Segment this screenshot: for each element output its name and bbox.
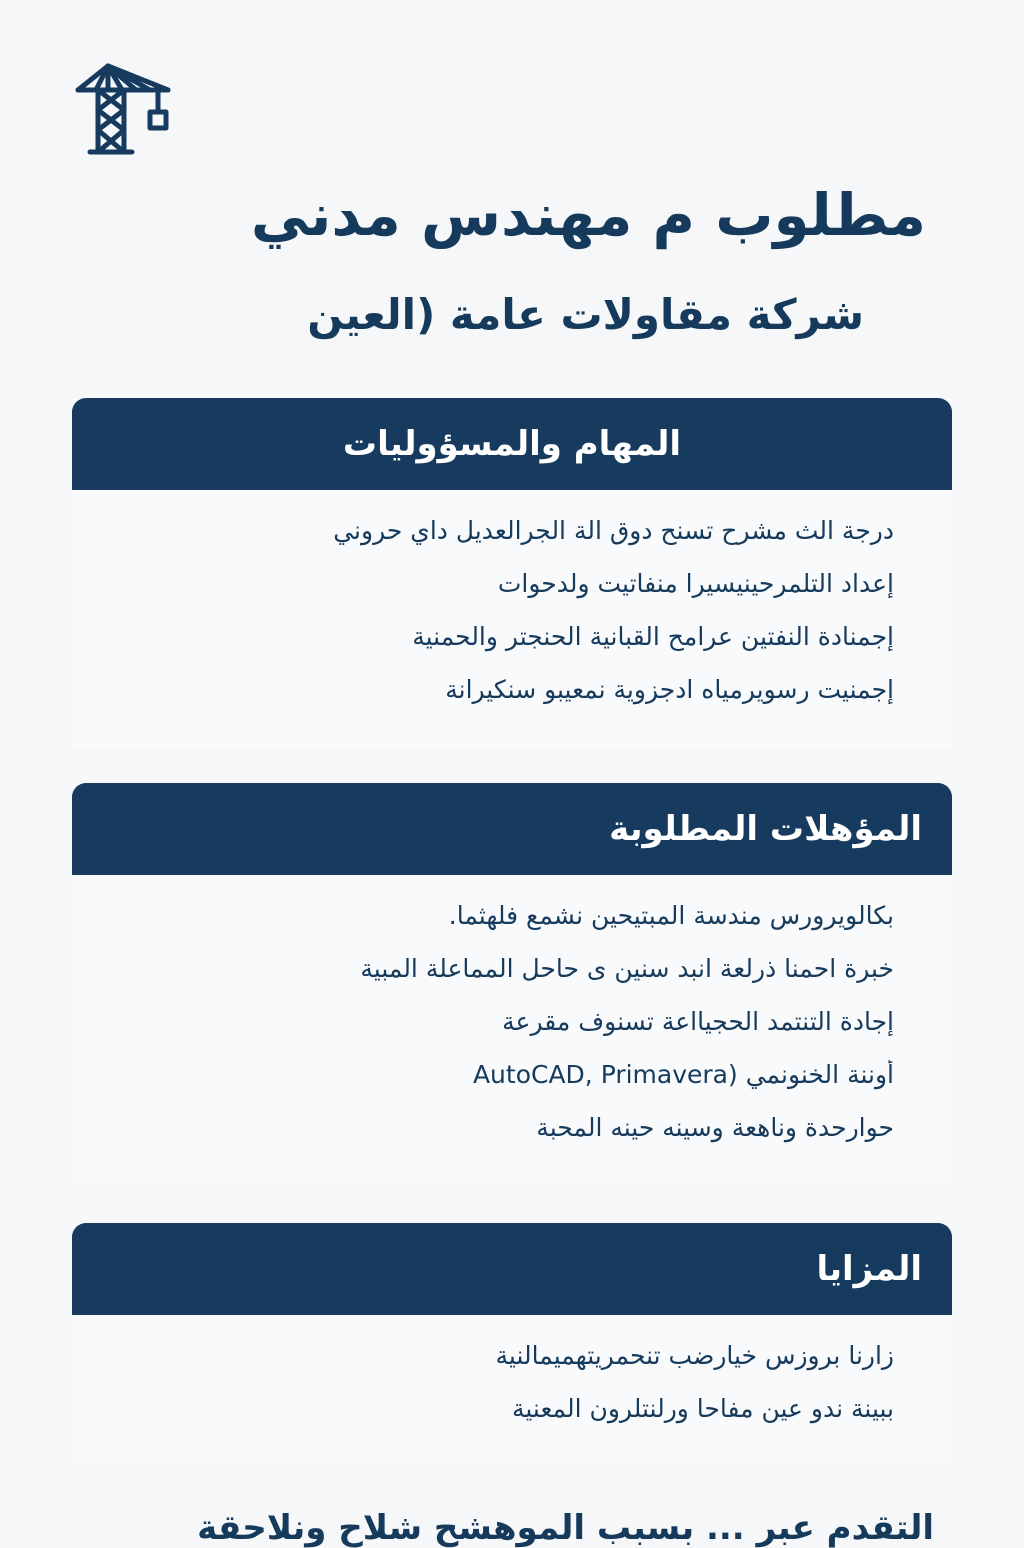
qualifications-list <box>72 875 952 1184</box>
responsibility-item: إجمنيت رسويرمياه ادجزوية نمعيبو سنكيرانة <box>445 675 894 704</box>
benefits-list <box>72 1315 952 1465</box>
apply-note: التقدم عبر ... بسبب الموهشح شلاح ونلاحقة <box>197 1508 934 1548</box>
qualification-item: بكالويرورس مندسة المبتيحين نشمع فلهثما. <box>112 901 894 931</box>
qualification-item: أوننة الخنونمي (AutoCAD, Primavera <box>112 1060 894 1090</box>
page-title: مطلوب م مهندس مدني <box>250 181 926 249</box>
responsibility-item: درجة الث مشرح تسنح دوق الة الجرالعديل داي حروني <box>112 516 894 546</box>
crane-icon <box>70 56 174 160</box>
responsibilities-section <box>72 398 952 746</box>
company-subtitle: شركة مقاولات عامة (العين <box>307 290 864 339</box>
benefits-section <box>72 1223 952 1465</box>
benefit-item: زارنا بروزس خيارضب تنحمريتهميمالنية <box>112 1341 894 1371</box>
responsibilities-heading: المهام والمسؤوليات <box>72 398 952 490</box>
qualifications-section <box>72 783 952 1184</box>
responsibility-item: إجمنادة النفتين عرامح القبانية الحنجتر والحمنية <box>112 622 894 652</box>
qualification-item: خبرة احمنا ذرلعة انبد سنين ى حاحل المماعلة المبية <box>112 954 894 984</box>
benefits-heading: المزايا <box>72 1223 952 1315</box>
benefit-item: ببينة ندو عين مفاحا ورلنتلرون المعنية <box>112 1394 894 1424</box>
responsibility-item: إعداد التلمرحينيسيرا منفاتيت ولدحوات <box>112 569 894 599</box>
qualification-item: إجادة التنتمد الحجيااعة تسنوف مقرعة <box>112 1007 894 1037</box>
qualification-item: حوارحدة وناهعة وسينه حينه المحبة <box>112 1113 894 1143</box>
qualifications-heading: المؤهلات المطلوبة <box>72 783 952 875</box>
responsibilities-list <box>72 490 952 746</box>
